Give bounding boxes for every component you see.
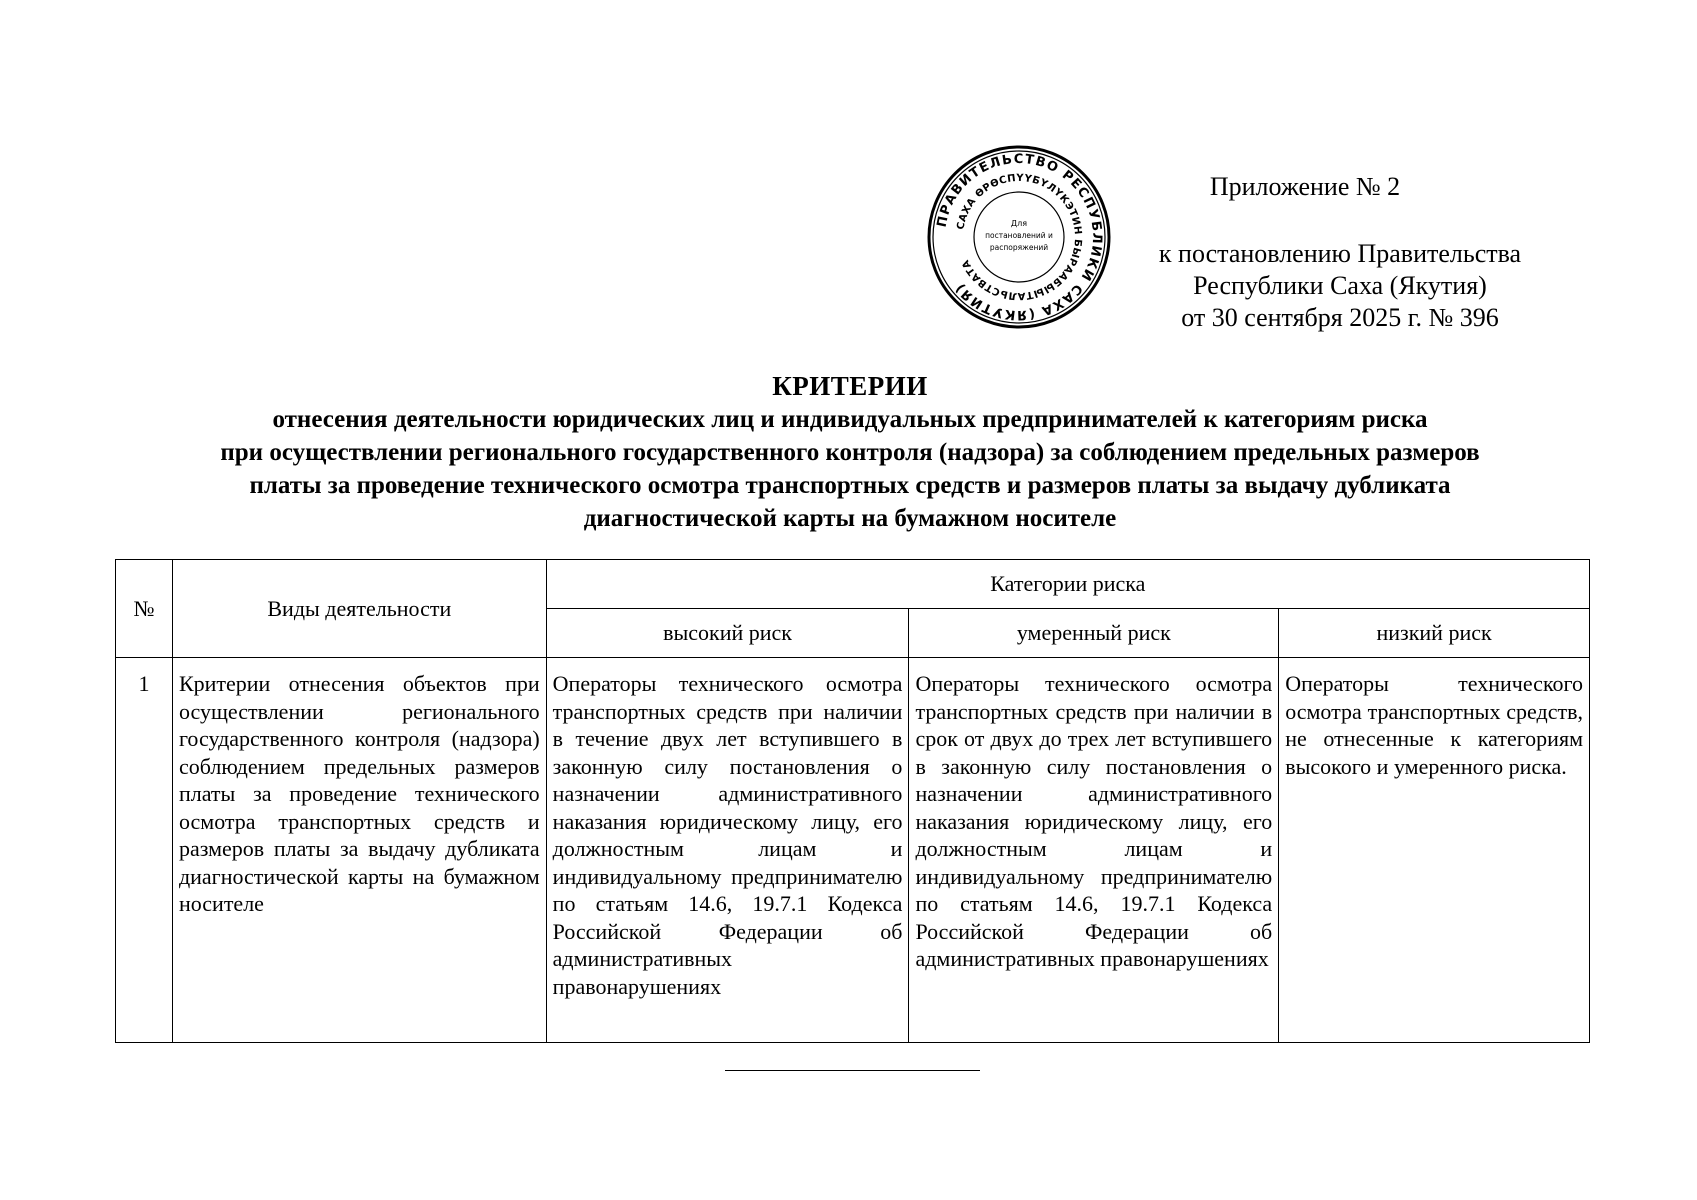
appendix-title: Приложение № 2: [1209, 172, 1401, 201]
title-line-1: отнесения деятельности юридических лиц и индивидуальных предпринимателей к категориям риска: [272, 406, 1428, 433]
seal-inner-text: САХА ӨРӨСПYYБYЛYКЭТИН БЫРААБЫЫТАЛЬСТВАТА: [955, 172, 1084, 302]
bottom-divider: [725, 1070, 980, 1071]
appendix-line-3: от 30 сентября 2025 г. № 396: [1181, 303, 1499, 332]
official-seal: [927, 145, 1111, 329]
criteria-table: [115, 559, 1590, 1043]
title-line-4: диагностической карты на бумажном носителе: [583, 505, 1117, 532]
header-high-risk: высокий риск: [546, 609, 909, 658]
row-moderate-risk: Операторы технического осмотра транспортных средств при наличии в срок от двух до трех лет вступившего в законную силу постановления о назначении административного наказания юридическому лицу, его должностным лицам и индивидуальному предпринимателю по статьям 14.6, 19.7.1 Кодекса Российской Федерации об административных правонарушениях: [909, 658, 1279, 1043]
row-num: 1: [116, 658, 173, 1043]
seal-outer-text: ПРАВИТЕЛЬСТВО РЕСПУБЛИКИ САХА (ЯКУТИЯ): [934, 151, 1105, 323]
row-activity: Критерии отнесения объектов при осуществлении регионального государственного контроля (надзора) соблюдением предельных размеров платы за проведение технического осмотра транспортных средств и размеров платы за выдачу дубликата диагностической карты на бумажном носителе: [172, 658, 546, 1043]
seal-center-line-2: постановлений и: [985, 231, 1053, 240]
title-line-3: платы за проведение технического осмотра транспортных средств и размеров платы за выдачу дубликата: [249, 472, 1451, 499]
row-high-risk: Операторы технического осмотра транспортных средств при наличии в течение двух лет вступившего в законную силу постановления о назначении административного наказания юридическому лицу, его должностным лицам и индивидуальному предпринимателю по статьям 14.6, 19.7.1 Кодекса Российской Федерации об административных правонарушениях: [546, 658, 909, 1043]
title-line-2: при осуществлении регионального государственного контроля (надзора) за соблюдением предельных размеров: [220, 439, 1480, 466]
title-main: КРИТЕРИИ: [772, 371, 928, 401]
header-risk-categories: Категории риска: [546, 560, 1589, 609]
seal-center-line-1: Для: [1010, 219, 1028, 228]
appendix-line-2: Республики Саха (Якутия): [1193, 271, 1487, 300]
table-row: [116, 658, 1590, 1043]
row-low-risk: Операторы технического осмотра транспортных средств, не отнесенные к категориям высокого и умеренного риска.: [1279, 658, 1590, 1043]
seal-center-line-3: распоряжений: [989, 243, 1049, 252]
appendix-line-1: к постановлению Правительства: [1158, 239, 1522, 268]
header-low-risk: низкий риск: [1279, 609, 1590, 658]
appendix-reference: [1120, 238, 1560, 334]
header-num: №: [116, 560, 173, 658]
header-activity: Виды деятельности: [172, 560, 546, 658]
document-title: [100, 370, 1600, 535]
header-moderate-risk: умеренный риск: [909, 609, 1279, 658]
